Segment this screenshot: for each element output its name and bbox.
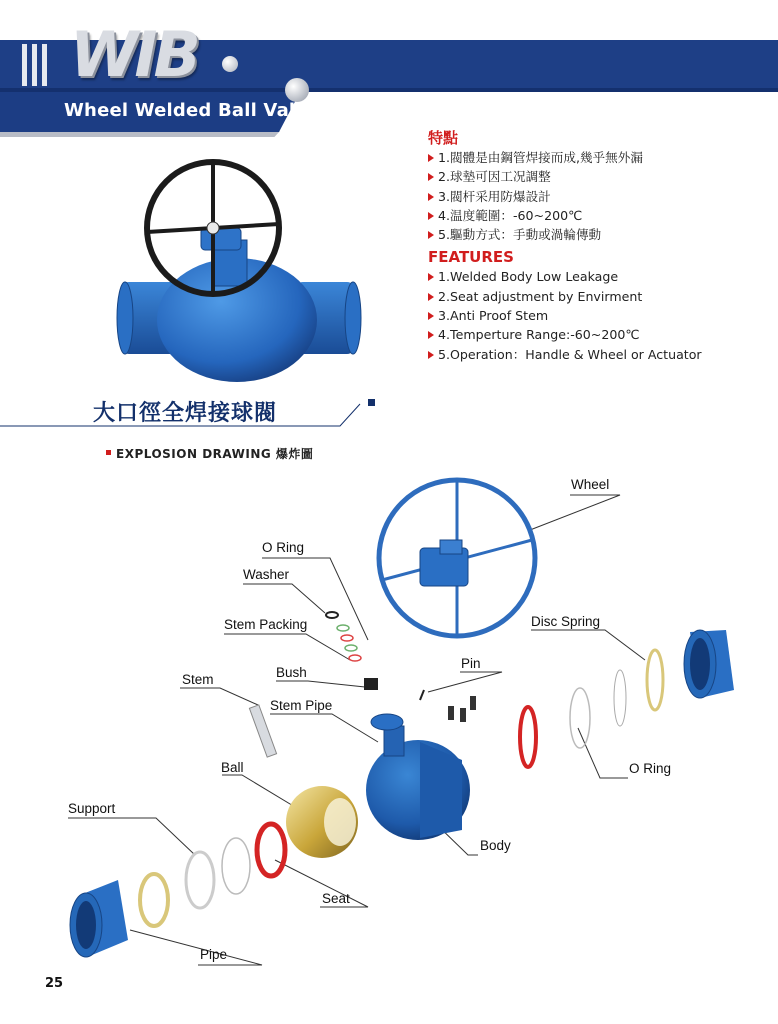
seat-ring — [257, 824, 285, 876]
left-pipe-part — [70, 880, 128, 957]
feature-item: 1.閥體是由鋼管焊接而成,幾乎無外漏 — [428, 148, 768, 167]
feature-item: 4.Temperture Range:-60~200℃ — [428, 325, 768, 344]
feature-item: 4.温度範圍：-60~200℃ — [428, 206, 768, 225]
page-title: Wheel Welded Ball Valve — [64, 100, 320, 121]
label-o-ring-right: O Ring — [629, 761, 672, 776]
brand-logo: WIB — [70, 18, 197, 91]
label-stem-packing: Stem Packing — [224, 617, 308, 632]
product-title: 大口徑全焊接球閥 — [93, 400, 278, 426]
feature-item: 5.驅動方式：手動或渦輪傳動 — [428, 225, 768, 244]
section-label: EXPLOSION DRAWING 爆炸圖 — [116, 447, 314, 461]
ball-part — [286, 786, 358, 858]
label-pipe: Pipe — [200, 947, 228, 962]
label-stem-pipe: Stem Pipe — [270, 698, 333, 713]
label-disc-spring: Disc Spring — [531, 614, 601, 629]
label-wheel: Wheel — [571, 477, 610, 492]
right-seat-ring — [520, 707, 536, 767]
body-part — [366, 714, 470, 840]
right-o-ring — [570, 688, 590, 748]
features-heading-en: FEATURES — [428, 248, 514, 267]
label-o-ring-top: O Ring — [262, 540, 305, 555]
right-pipe-part — [684, 630, 734, 698]
features-heading-zh: 特點 — [428, 129, 459, 147]
feature-item: 2.球墊可因工况調整 — [428, 167, 768, 186]
wheel-part — [379, 480, 535, 636]
gold-ring — [140, 874, 168, 926]
label-washer: Washer — [243, 567, 290, 582]
disc-spring — [647, 650, 663, 710]
feature-item: 3.Anti Proof Stem — [428, 306, 768, 325]
label-pin: Pin — [461, 656, 481, 671]
support-ring — [186, 852, 214, 908]
feature-item: 3.閥杆采用防爆設計 — [428, 187, 768, 206]
stem-parts — [326, 612, 476, 722]
page-number: 25 — [45, 976, 64, 991]
label-body: Body — [480, 838, 511, 853]
label-ball: Ball — [221, 760, 244, 775]
feature-item: 1.Welded Body Low Leakage — [428, 267, 768, 286]
feature-item: 5.Operation：Handle & Wheel or Actuator — [428, 345, 768, 364]
label-seat: Seat — [322, 891, 350, 906]
feature-item: 2.Seat adjustment by Envirment — [428, 287, 768, 306]
ring-part — [222, 838, 250, 894]
label-support: Support — [68, 801, 116, 816]
right-ring — [614, 670, 626, 726]
label-stem: Stem — [182, 672, 214, 687]
label-bush: Bush — [276, 665, 307, 680]
